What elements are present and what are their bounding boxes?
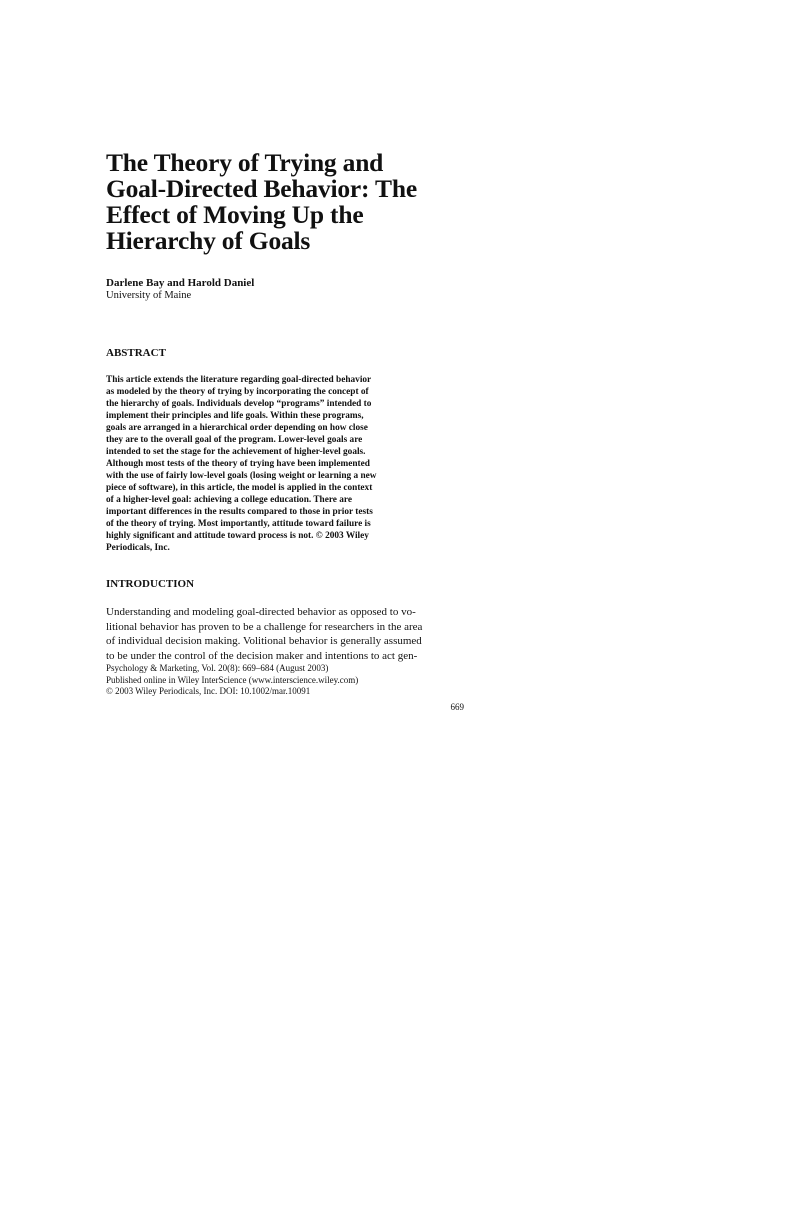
title-line: The Theory of Trying and — [106, 148, 384, 177]
abstract-line: This article extends the literature regarding goal-directed behavior — [106, 375, 372, 385]
abstract-line: of a higher-level goal: achieving a college education. There are — [106, 495, 352, 505]
authors: Darlene Bay and Harold Daniel — [106, 277, 255, 289]
abstract-heading: ABSTRACT — [106, 347, 166, 359]
abstract-line: Periodicals, Inc. — [106, 543, 170, 553]
abstract-line: Although most tests of the theory of trying have been implemented — [106, 459, 370, 469]
abstract-line: important differences in the results compared to those in prior tests — [106, 507, 373, 517]
intro-line: litional behavior has proven to be a challenge for researchers in the area — [106, 620, 423, 633]
affiliation: University of Maine — [106, 290, 192, 301]
footer-citation: Psychology & Marketing, Vol. 20(8): 669–684 (August 2003) — [106, 663, 329, 673]
footer-copyright: © 2003 Wiley Periodicals, Inc. DOI: 10.1002/mar.10091 — [106, 686, 311, 696]
title-line: Effect of Moving Up the — [106, 200, 364, 229]
introduction-heading: INTRODUCTION — [106, 578, 195, 590]
page-number: 669 — [450, 702, 464, 712]
abstract-line: with the use of fairly low-level goals (losing weight or learning a new — [106, 471, 377, 481]
abstract-line: the hierarchy of goals. Individuals develop “programs” intended to — [106, 399, 372, 409]
abstract-line: intended to set the stage for the achievement of higher-level goals. — [106, 447, 366, 457]
intro-line: of individual decision making. Volitional behavior is generally assumed — [106, 635, 422, 647]
abstract-line: highly significant and attitude toward process is not. © 2003 Wiley — [106, 531, 369, 541]
abstract-line: goals are arranged in a hierarchical order depending on how close — [106, 423, 368, 433]
abstract-line: as modeled by the theory of trying by incorporating the concept of — [106, 387, 369, 397]
abstract-line: they are to the overall goal of the program. Lower-level goals are — [106, 435, 363, 445]
title-line: Goal-Directed Behavior: The — [106, 174, 417, 203]
footer-online: Published online in Wiley InterScience (www.interscience.wiley.com) — [106, 674, 359, 685]
abstract-line: piece of software), in this article, the model is applied in the context — [106, 483, 373, 493]
title-line: Hierarchy of Goals — [106, 226, 311, 255]
introduction-body — [106, 605, 464, 663]
intro-line: Understanding and modeling goal-directed behavior as opposed to vo- — [106, 606, 416, 618]
intro-line: to be under the control of the decision maker and intentions to act gen- — [106, 649, 418, 662]
abstract-line: of the theory of trying. Most importantly, attitude toward failure is — [106, 519, 371, 529]
abstract-line: implement their principles and life goals. Within these programs, — [106, 411, 364, 421]
paper-title — [106, 150, 486, 254]
journal-footer — [106, 663, 466, 698]
abstract-body — [106, 374, 466, 554]
